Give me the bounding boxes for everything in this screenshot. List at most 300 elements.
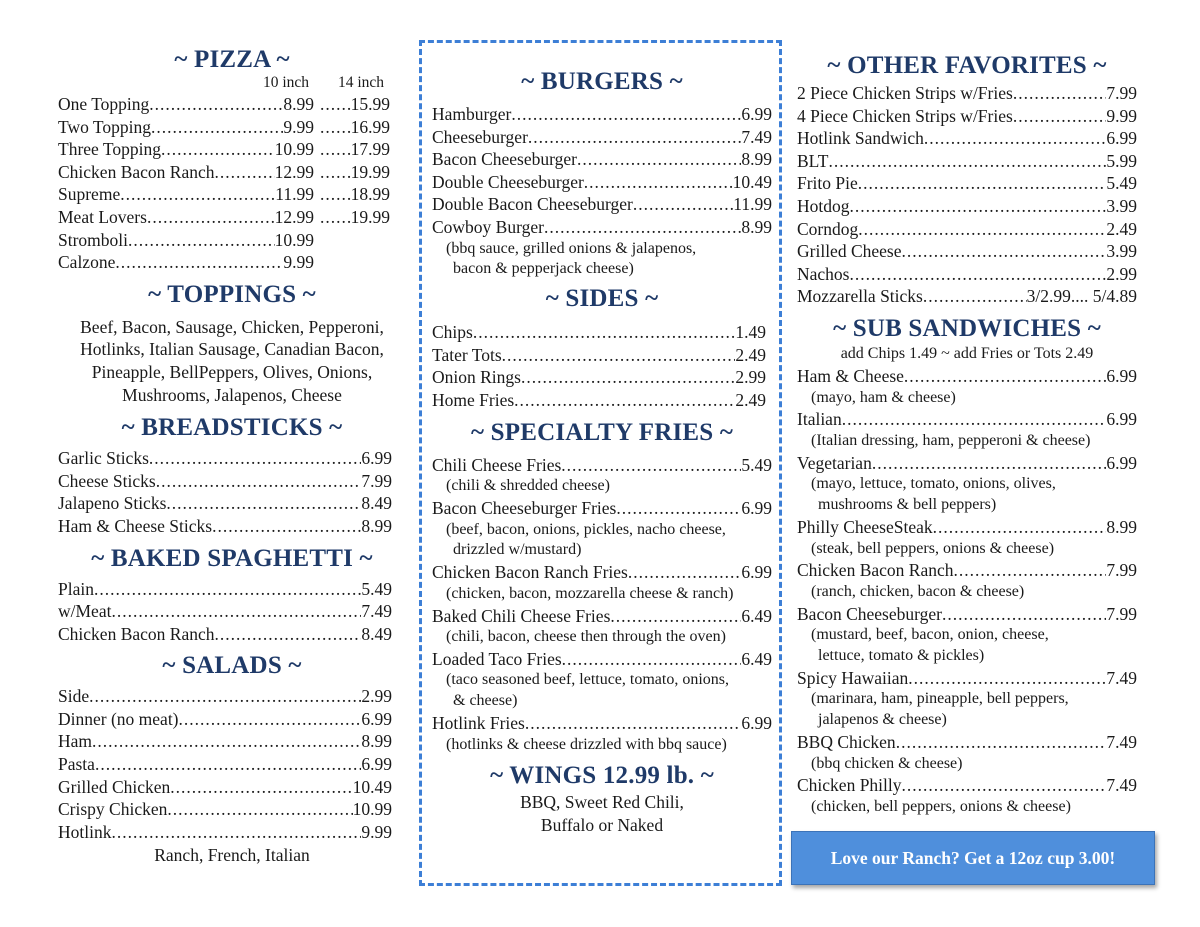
item-price-10: 8.99 (283, 94, 314, 114)
item-price-14: 16.99 (350, 116, 390, 137)
item-price: 7.99 (1106, 83, 1137, 103)
menu-item-row (432, 126, 772, 149)
pizza-14-inch (314, 161, 390, 184)
item-name: Cowboy Burger (432, 216, 544, 237)
item-price-10: 9.99 (283, 252, 314, 273)
pizza-14-inch (314, 138, 390, 161)
specialty-fries-list (432, 454, 772, 756)
salads-list (58, 685, 394, 843)
item-name: Dinner (no meat) (58, 708, 179, 729)
item-price: 8.99 (361, 515, 392, 536)
item-price: 3.99 (1106, 195, 1137, 216)
item-description: (bbq chicken & cheese) (811, 754, 963, 772)
item-price: 7.49 (1106, 732, 1137, 753)
item-price: 10.49 (352, 776, 392, 797)
item-price-10: 10.99 (274, 139, 314, 160)
item-price: 5.49 (741, 454, 772, 475)
menu-item-row (58, 685, 392, 708)
menu-item-row (797, 774, 1137, 797)
item-price: 2.49 (735, 389, 766, 410)
menu-item-row (797, 218, 1137, 241)
item-price: 7.99 (1106, 603, 1137, 624)
item-price: 3.99 (1106, 241, 1137, 262)
dot-leader (320, 206, 351, 229)
dot-leader (858, 172, 1107, 195)
menu-item-row (797, 559, 1137, 582)
menu-item-row (58, 753, 392, 776)
pizza-size-14: 14 inch (338, 74, 385, 91)
item-name: Chicken Bacon Ranch Fries (432, 562, 628, 583)
item-name: Side (58, 686, 90, 707)
menu-item-row (58, 600, 392, 623)
menu-item-row (432, 344, 766, 367)
dot-leader (525, 712, 742, 735)
toppings-heading: ~ TOPPINGS ~ (148, 280, 316, 308)
dot-leader (149, 447, 361, 470)
dot-leader (544, 216, 741, 239)
pizza-10-inch (58, 229, 314, 252)
dot-leader (214, 623, 361, 646)
dot-leader (161, 138, 275, 161)
item-price: 5.49 (1106, 173, 1137, 194)
item-name: BLT (797, 150, 829, 171)
menu-item-row (797, 365, 1137, 388)
pizza-10-inch (58, 93, 314, 116)
menu-item-row (58, 821, 392, 844)
item-name: Corndog (797, 218, 859, 239)
dot-leader (320, 116, 351, 139)
text-line: BBQ, Sweet Red Chili, (520, 792, 684, 813)
item-price-10: 11.99 (275, 184, 314, 205)
item-description: (beef, bacon, onions, pickles, nacho cheese, (446, 520, 726, 538)
item-name: Stromboli (58, 229, 129, 250)
item-name: Supreme (58, 184, 121, 205)
item-name: Hotlink Sandwich (797, 128, 924, 149)
item-price: 11.99 (733, 194, 772, 215)
dot-leader (167, 798, 352, 821)
text-line: Mushrooms, Jalapenos, Cheese (122, 384, 342, 405)
dot-leader (320, 183, 351, 206)
ranch-promo-banner: Love our Ranch? Get a 12oz cup 3.00! (791, 831, 1155, 885)
item-price-14: 17.99 (350, 139, 390, 160)
menu-item-row (432, 171, 772, 194)
item-name: Chili Cheese Fries (432, 454, 562, 475)
specialty-fries-heading: ~ SPECIALTY FRIES ~ (470, 418, 734, 446)
dot-leader (858, 218, 1106, 241)
item-name: w/Meat (58, 601, 112, 622)
dot-leader (902, 774, 1107, 797)
wings-flavors (432, 791, 772, 836)
item-name: Tater Tots (432, 344, 502, 365)
item-name: Garlic Sticks (58, 448, 149, 469)
item-price: 6.49 (741, 648, 772, 669)
dot-leader (901, 240, 1106, 263)
dot-leader (562, 648, 742, 671)
item-price: 8.99 (1106, 516, 1137, 537)
item-description: (bbq sauce, grilled onions & jalapenos, (446, 239, 697, 257)
middle-column (432, 68, 772, 837)
menu-item-row (797, 667, 1137, 690)
item-description: (taco seasoned beef, lettuce, tomato, onions, (446, 671, 730, 689)
item-price: 6.99 (741, 562, 772, 583)
menu-item-row (432, 497, 772, 520)
dot-leader (149, 93, 283, 116)
sides-list (432, 321, 772, 411)
dot-leader (953, 559, 1106, 582)
item-price-14: 18.99 (350, 184, 390, 205)
pizza-row (58, 229, 390, 252)
item-price: 6.99 (1106, 409, 1137, 430)
dot-leader (1013, 105, 1107, 128)
burgers-list (432, 103, 772, 280)
dot-leader (111, 821, 361, 844)
item-name: Onion Rings (432, 367, 521, 388)
item-price: 2.99 (735, 367, 766, 388)
item-price: 7.49 (1106, 775, 1137, 796)
dot-leader (842, 408, 1107, 431)
item-price: 8.49 (361, 493, 392, 514)
item-price: 6.99 (741, 713, 772, 734)
dot-leader (923, 285, 1027, 308)
item-description: (ranch, chicken, bacon & cheese) (811, 582, 1025, 600)
wings-heading: ~ WINGS 12.99 lb. ~ (490, 762, 714, 790)
dot-leader (521, 366, 735, 389)
dot-leader (115, 251, 283, 274)
menu-item-row (58, 708, 392, 731)
text-line: Buffalo or Naked (540, 815, 664, 836)
pizza-row (58, 251, 390, 274)
item-name: Hotdog (797, 195, 850, 216)
pizza-14-inch (314, 116, 390, 139)
dot-leader (942, 603, 1106, 626)
dot-leader (872, 452, 1107, 475)
item-description: (Italian dressing, ham, pepperoni & cheese) (811, 431, 1091, 449)
item-price-14: 19.99 (350, 206, 390, 227)
dot-leader (584, 171, 733, 194)
pizza-10-inch (58, 116, 314, 139)
item-price: 5.99 (1106, 150, 1137, 171)
breadsticks-list (58, 447, 394, 537)
dot-leader (89, 685, 361, 708)
item-name: Double Bacon Cheeseburger (432, 194, 633, 215)
menu-item-row (432, 321, 766, 344)
item-name: Loaded Taco Fries (432, 648, 562, 669)
item-description: (chicken, bell peppers, onions & cheese) (811, 798, 1071, 816)
sides-heading: ~ SIDES ~ (545, 285, 659, 313)
item-name: BBQ Chicken (797, 732, 896, 753)
salad-dressings: Ranch, French, Italian (154, 845, 310, 866)
item-name: Pasta (58, 754, 95, 775)
burgers-heading: ~ BURGERS ~ (521, 68, 683, 95)
item-price: 2.99 (1106, 263, 1137, 284)
item-price: 6.99 (741, 497, 772, 518)
item-price: 8.99 (741, 149, 772, 170)
item-description: (mayo, ham & cheese) (811, 388, 956, 406)
item-name: Mozzarella Sticks (797, 286, 923, 307)
pizza-10-inch (58, 206, 314, 229)
menu-item-row (797, 127, 1137, 150)
item-price-10: 9.99 (283, 116, 314, 137)
menu-item-row (432, 216, 772, 239)
pizza-list (58, 93, 394, 274)
dot-leader (904, 365, 1106, 388)
item-price: 9.99 (361, 821, 392, 842)
item-price: 7.49 (361, 601, 392, 622)
menu-item-row (432, 454, 772, 477)
pizza-10-inch (58, 251, 314, 274)
dot-leader (94, 578, 361, 601)
item-price: 8.99 (741, 216, 772, 237)
item-name: Cheese Sticks (58, 470, 156, 491)
text-line: Hotlinks, Italian Sausage, Canadian Bacon, (80, 339, 384, 360)
menu-item-row (797, 150, 1137, 173)
item-price: 6.99 (1106, 365, 1137, 386)
pizza-row (58, 116, 390, 139)
item-name: Hotlink Fries (432, 713, 525, 734)
sub-addons-note: add Chips 1.49 ~ add Fries or Tots 2.49 (840, 344, 1094, 362)
item-name: Hotlink (58, 821, 112, 842)
pizza-row (58, 138, 390, 161)
menu-item-row (797, 603, 1137, 626)
dot-leader (924, 127, 1107, 150)
menu-item-row (432, 103, 772, 126)
item-price: 7.99 (1106, 560, 1137, 581)
item-price: 8.99 (361, 731, 392, 752)
menu-item-row (432, 605, 772, 628)
item-name: One Topping (58, 94, 150, 114)
right-column (797, 52, 1137, 818)
item-description: (chili, bacon, cheese then through the oven) (446, 628, 726, 646)
menu-item-row (797, 285, 1137, 308)
item-description: (marinara, ham, pineapple, bell peppers, (811, 690, 1069, 708)
item-name: Home Fries (432, 389, 515, 410)
dot-leader (128, 229, 275, 252)
item-description: (mustard, beef, bacon, onion, cheese, (811, 626, 1049, 644)
menu-item-row (58, 515, 392, 538)
item-price: 5.49 (361, 578, 392, 599)
item-price: 6.99 (741, 104, 772, 124)
item-name: Bacon Cheeseburger (797, 603, 942, 624)
dot-leader (511, 103, 741, 126)
item-name: Ham & Cheese Sticks (58, 515, 213, 536)
item-name: Bacon Cheeseburger (432, 149, 577, 170)
dot-leader (633, 193, 733, 216)
menu-item-row (432, 561, 772, 584)
item-name: Crispy Chicken (58, 799, 168, 820)
menu-item-row (797, 105, 1137, 128)
pizza-size-10: 10 inch (263, 74, 310, 91)
item-name: Italian (797, 409, 842, 430)
breadsticks-heading: ~ BREADSTICKS ~ (121, 414, 343, 442)
menu-item-row (797, 263, 1137, 286)
pizza-row (58, 206, 390, 229)
item-price-14: 19.99 (350, 161, 390, 182)
menu-item-row (58, 730, 392, 753)
item-name: 4 Piece Chicken Strips w/Fries (797, 105, 1013, 126)
item-description: (steak, bell peppers, onions & cheese) (811, 539, 1055, 557)
sub-sandwiches-list (797, 365, 1137, 818)
item-description: (chili & shredded cheese) (446, 477, 610, 495)
item-price: 6.99 (361, 448, 392, 469)
item-description: bacon & pepperjack cheese) (453, 260, 634, 278)
dot-leader (92, 730, 361, 753)
dot-leader (166, 492, 361, 515)
menu-item-row (797, 731, 1137, 754)
item-price: 6.49 (741, 605, 772, 626)
menu-item-row (432, 712, 772, 735)
sub-sandwiches-heading: ~ SUB SANDWICHES ~ (833, 314, 1101, 342)
dot-leader (120, 183, 275, 206)
item-price: 8.49 (361, 623, 392, 644)
item-description: (mayo, lettuce, tomato, onions, olives, (811, 475, 1056, 493)
dot-leader (170, 776, 352, 799)
item-name: Chips (432, 322, 473, 343)
dot-leader (473, 321, 736, 344)
dot-leader (828, 150, 1106, 173)
spaghetti-list (58, 578, 394, 646)
dot-leader (849, 263, 1106, 286)
item-price: 2.49 (735, 344, 766, 365)
menu-item-row (432, 648, 772, 671)
dot-leader (156, 470, 362, 493)
dot-leader (561, 454, 741, 477)
item-price: 1.49 (735, 322, 766, 343)
pizza-14-inch (314, 183, 390, 206)
menu-item-row (797, 172, 1137, 195)
item-price: 3/2.99.... 5/4.89 (1026, 286, 1137, 307)
dot-leader (628, 561, 742, 584)
salads-heading: ~ SALADS ~ (162, 652, 302, 680)
item-name: Frito Pie (797, 173, 858, 194)
pizza-size-header (58, 74, 394, 93)
dot-leader (179, 708, 362, 731)
pizza-row (58, 183, 390, 206)
item-price: 7.49 (741, 126, 772, 147)
item-name: Ham & Cheese (797, 365, 904, 386)
menu-item-row (58, 470, 392, 493)
item-name: Baked Chili Cheese Fries (432, 605, 611, 626)
dot-leader (1013, 82, 1107, 105)
dot-leader (896, 731, 1107, 754)
toppings-list (58, 316, 406, 406)
dot-leader (850, 195, 1107, 218)
item-description: mushrooms & bell peppers) (818, 496, 997, 514)
item-price: 6.99 (361, 708, 392, 729)
item-name: Nachos (797, 263, 850, 284)
item-name: Chicken Bacon Ranch (58, 161, 215, 182)
item-price: 10.49 (732, 171, 772, 192)
item-price-10: 12.99 (274, 161, 314, 182)
item-name: Grilled Cheese (797, 241, 902, 262)
item-name: Double Cheeseburger (432, 171, 584, 192)
menu-item-row (797, 408, 1137, 431)
item-price: 6.99 (1106, 452, 1137, 473)
item-name: Hamburger (432, 104, 512, 124)
item-price: 10.99 (352, 799, 392, 820)
item-name: Chicken Bacon Ranch (58, 623, 215, 644)
dot-leader (616, 497, 741, 520)
item-price: 2.49 (1106, 218, 1137, 239)
menu-item-row (432, 193, 772, 216)
dot-leader (320, 138, 351, 161)
item-name: Jalapeno Sticks (58, 493, 167, 514)
menu-item-row (58, 492, 392, 515)
item-price-10: 12.99 (274, 206, 314, 227)
other-favorites-heading: ~ OTHER FAVORITES ~ (827, 52, 1107, 79)
item-price-14: 15.99 (350, 94, 390, 114)
spaghetti-heading: ~ BAKED SPAGHETTI ~ (91, 544, 373, 572)
dot-leader (577, 148, 741, 171)
dot-leader (214, 161, 274, 184)
pizza-heading: ~ PIZZA ~ (174, 46, 290, 73)
item-price: 7.49 (1106, 667, 1137, 688)
menu-item-row (58, 623, 392, 646)
item-price-10: 10.99 (274, 229, 314, 250)
item-name: Grilled Chicken (58, 776, 171, 797)
pizza-10-inch (58, 161, 314, 184)
dot-leader (111, 600, 361, 623)
menu-item-row (58, 447, 392, 470)
item-description: jalapenos & cheese) (818, 711, 947, 729)
menu-item-row (58, 578, 392, 601)
item-name: Chicken Bacon Ranch (797, 560, 954, 581)
pizza-10-inch (58, 138, 314, 161)
dot-leader (514, 389, 735, 412)
left-column (58, 46, 394, 867)
item-name: Spicy Hawaiian (797, 667, 909, 688)
pizza-14-inch (314, 93, 390, 116)
item-price: 6.99 (1106, 128, 1137, 149)
text-line: Pineapple, BellPeppers, Olives, Onions, (91, 361, 373, 382)
menu-item-row (58, 776, 392, 799)
item-name: Chicken Philly (797, 775, 902, 796)
item-price: 7.99 (361, 470, 392, 491)
item-name: Cheeseburger (432, 126, 528, 147)
menu-item-row (432, 148, 772, 171)
dot-leader (610, 605, 741, 628)
menu-item-row (797, 82, 1137, 105)
item-description: drizzled w/mustard) (453, 541, 582, 559)
pizza-10-inch (58, 183, 314, 206)
item-description: (chicken, bacon, mozzarella cheese & ranch) (446, 584, 734, 602)
menu-item-row (432, 366, 766, 389)
item-description: lettuce, tomato & pickles) (818, 647, 985, 665)
dot-leader (528, 126, 741, 149)
pizza-row (58, 161, 390, 184)
item-name: Bacon Cheeseburger Fries (432, 497, 617, 518)
item-price: 6.99 (361, 754, 392, 775)
item-name: Two Topping (58, 116, 151, 137)
dot-leader (908, 667, 1106, 690)
other-favorites-list (797, 82, 1137, 308)
dot-leader (933, 516, 1107, 539)
text-line: Beef, Bacon, Sausage, Chicken, Pepperoni, (80, 316, 384, 337)
dot-leader (151, 116, 283, 139)
item-description: & cheese) (453, 692, 518, 710)
menu-item-row (797, 195, 1137, 218)
dot-leader (502, 344, 736, 367)
item-name: Meat Lovers (58, 206, 147, 227)
item-name: Plain (58, 578, 94, 599)
menu-item-row (432, 389, 766, 412)
pizza-14-inch (314, 206, 390, 229)
menu-item-row (797, 516, 1137, 539)
item-price: 2.99 (361, 686, 392, 707)
item-name: Philly CheeseSteak (797, 516, 933, 537)
dot-leader (320, 161, 351, 184)
item-name: Vegetarian (797, 452, 872, 473)
dot-leader (320, 93, 351, 116)
